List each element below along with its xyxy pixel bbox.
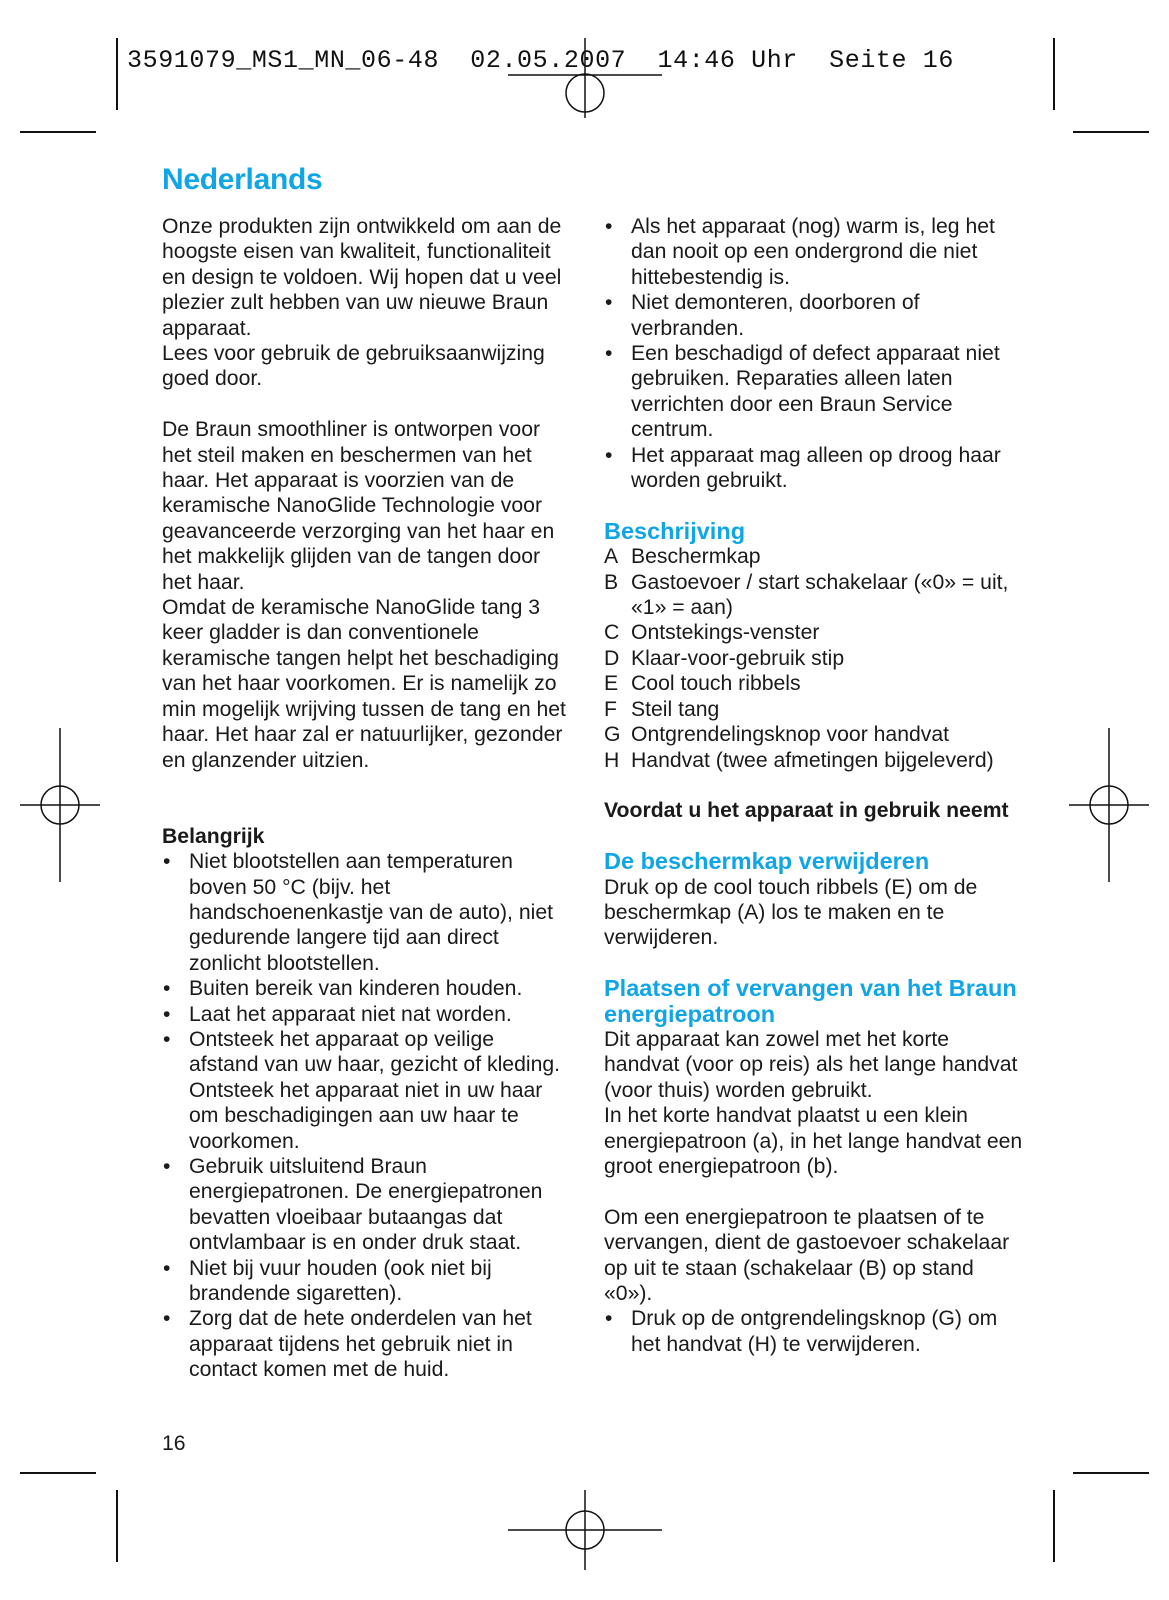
part-item — [604, 620, 1024, 645]
crop-mark — [1053, 1490, 1055, 1562]
registration-mark-right — [1069, 728, 1149, 882]
crop-mark — [116, 38, 118, 110]
crop-mark — [1053, 38, 1055, 110]
crop-mark — [20, 131, 96, 133]
list-item: • Druk op de ontgrendelingsknop (G) om het handvat (H) te verwijderen. — [604, 1306, 1024, 1357]
part-item — [604, 671, 1024, 696]
remove-cap-text: Druk op de cool touch ribbels (E) om de beschermkap (A) los te maken en te verwijderen. — [604, 875, 978, 950]
list-item: • Niet blootstellen aan temperaturen boven 50 °C (bijv. het handschoenenkastje van de auto), niet gedurende langere tijd aan direct zonlicht blootstellen. — [162, 849, 567, 976]
page-title: Nederlands — [162, 163, 323, 196]
list-item: • Laat het apparaat niet nat worden. — [162, 1002, 567, 1027]
before-use-heading: Voordat u het apparaat in gebruik neemt — [604, 799, 1009, 823]
print-slug: 3591079_MS1_MN_06-48 02.05.2007 14:46 Uhr Seite 16 — [127, 46, 954, 75]
part-letter: G — [604, 723, 621, 747]
part-letter: A — [604, 545, 619, 569]
part-item — [604, 697, 1024, 722]
list-item: • Niet bij vuur houden (ook niet bij brandende sigaretten). — [162, 1256, 567, 1307]
list-item: • Buiten bereik van kinderen houden. — [162, 976, 567, 1001]
page-number: 16 — [162, 1432, 186, 1455]
cartridge-paragraph: In het korte handvat plaatst u een klein energiepatroon (a), in het lange handvat een groot energiepatroon (b). — [604, 1104, 1023, 1178]
cartridge-list — [604, 1306, 1024, 1357]
part-letter: C — [604, 621, 620, 645]
registration-mark-top — [508, 38, 662, 118]
part-item — [604, 646, 1024, 671]
intro-paragraph: Lees voor gebruik de gebruiksaanwijzing goed door. — [162, 342, 545, 391]
part-letter: F — [604, 697, 617, 721]
part-text: Cool touch ribbels — [631, 672, 801, 696]
right-column — [604, 214, 1024, 1357]
registration-mark-bottom — [508, 1490, 662, 1570]
part-item — [604, 570, 1024, 621]
list-item: • Als het apparaat (nog) warm is, leg het dan nooit op een ondergrond die niet hittebestendig is. — [604, 214, 1024, 290]
crop-mark — [1073, 1472, 1149, 1474]
section-heading-remove-cap: De beschermkap verwijderen — [604, 848, 930, 875]
part-text: Handvat (twee afmetingen bijgeleverd) — [631, 748, 994, 772]
part-text: Beschermkap — [631, 545, 761, 569]
important-heading: Belangrijk — [162, 824, 265, 848]
part-item — [604, 748, 1024, 773]
part-item — [604, 544, 1024, 569]
description-paragraph: Omdat de keramische NanoGlide tang 3 keer gladder is dan conventionele keramische tangen helpt het beschadiging van het haar voorkomen. Er is namelijk zo min mogelijk wrijving tussen de tang en het haar. Het haar zal er natuurlijker, gezonder en glanzender uitzien. — [162, 596, 566, 772]
part-letter: B — [604, 570, 619, 594]
registration-mark-left — [20, 728, 100, 882]
list-item: • Het apparaat mag alleen op droog haar worden gebruikt. — [604, 443, 1024, 494]
list-item: • Niet demonteren, doorboren of verbranden. — [604, 290, 1024, 341]
list-item: • Gebruik uitsluitend Braun energiepatronen. De energiepatronen bevatten vloeibaar butaangas dat ontvlambaar is en onder druk staat. — [162, 1154, 567, 1256]
part-text: Klaar-voor-gebruik stip — [631, 646, 845, 670]
parts-list — [604, 544, 1024, 773]
part-letter: D — [604, 646, 620, 670]
intro-paragraph: Onze produkten zijn ontwikkeld om aan de hoogste eisen van kwaliteit, functionaliteit en design te voldoen. Wij hopen dat u veel plezier zult hebben van uw nieuwe Braun apparaat. — [162, 215, 562, 340]
crop-mark — [20, 1472, 96, 1474]
part-text: Ontgrendelingsknop voor handvat — [631, 723, 950, 747]
part-text: Gastoevoer / start schakelaar («0» = uit, «1» = aan) — [631, 570, 1009, 620]
part-text: Ontstekings-venster — [631, 621, 820, 645]
crop-mark — [116, 1490, 118, 1562]
section-heading-description: Beschrijving — [604, 517, 746, 544]
left-column — [162, 214, 567, 1383]
important-list — [162, 849, 567, 1383]
part-letter: E — [604, 672, 619, 696]
part-item — [604, 722, 1024, 747]
list-item: • Ontsteek het apparaat op veilige afstand van uw haar, gezicht of kleding. Ontsteek het apparaat niet in uw haar om beschadigingen aan uw haar te voorkomen. — [162, 1027, 567, 1154]
part-letter: H — [604, 748, 620, 772]
cartridge-paragraph: Om een energiepatroon te plaatsen of te vervangen, dient de gastoevoer schakelaar op uit te staan (schakelaar (B) op stand «0»). — [604, 1205, 1010, 1305]
part-text: Steil tang — [631, 697, 720, 721]
crop-mark — [1073, 131, 1149, 133]
section-heading-cartridge: Plaatsen of vervangen van het Braun energiepatroon — [604, 975, 1017, 1027]
list-item: • Een beschadigd of defect apparaat niet gebruiken. Reparaties alleen laten verrichten door een Braun Service centrum. — [604, 341, 1024, 443]
list-item: • Zorg dat de hete onderdelen van het apparaat tijdens het gebruik niet in contact komen met de huid. — [162, 1306, 567, 1382]
safety-list — [604, 214, 1024, 493]
cartridge-paragraph: Dit apparaat kan zowel met het korte handvat (voor op reis) als het lange handvat (voor thuis) worden gebruikt. — [604, 1027, 1018, 1102]
description-paragraph: De Braun smoothliner is ontworpen voor het steil maken en beschermen van het haar. Het apparaat is voorzien van de keramische NanoGlide Technologie voor geavanceerde verzorging van het haar en het makkelijk glijden van de tangen door het haar. — [162, 418, 555, 594]
